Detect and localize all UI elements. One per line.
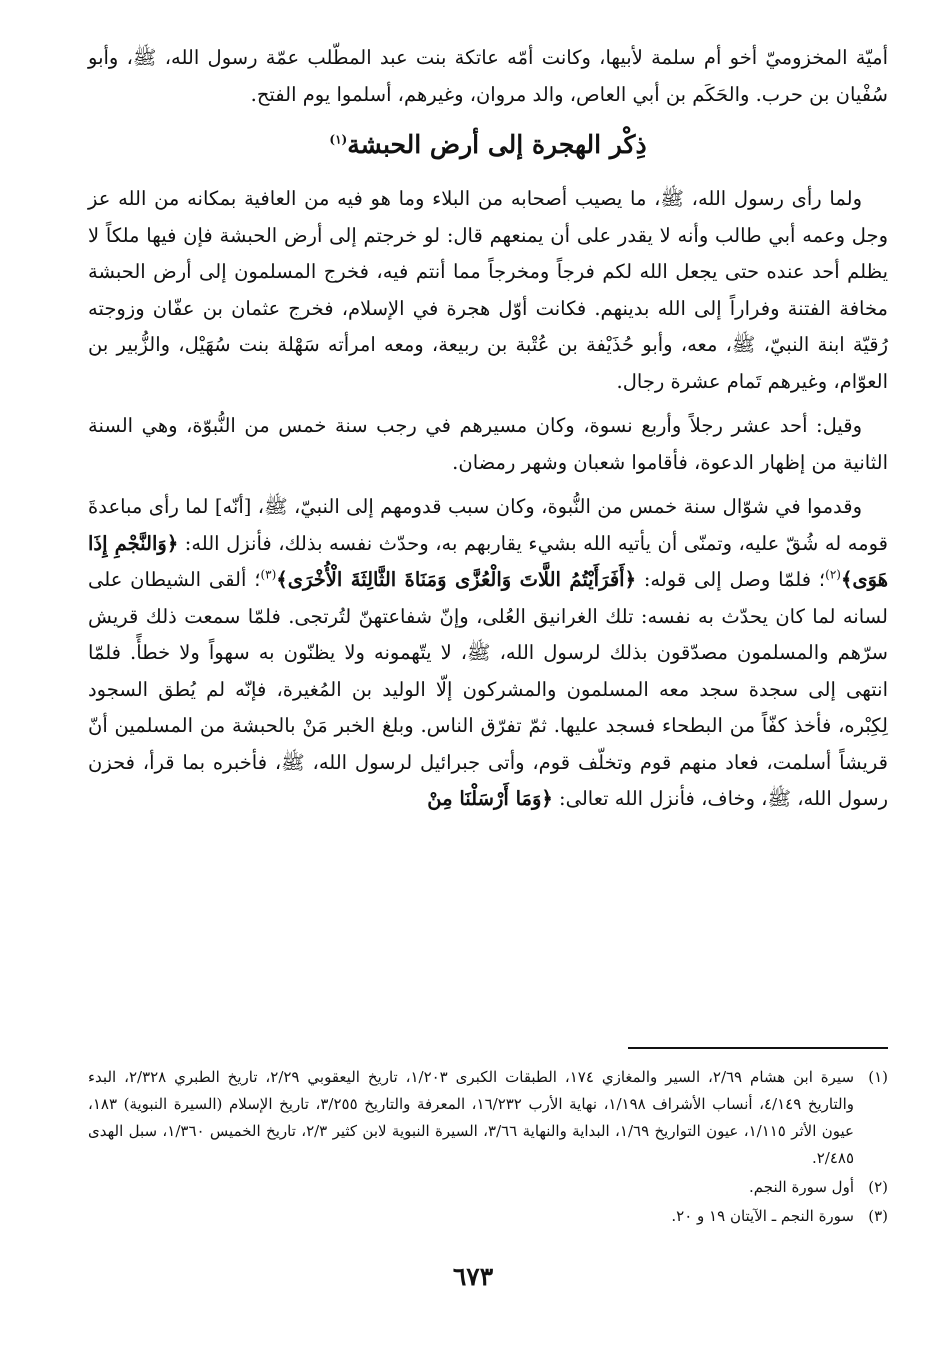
section-heading [88,123,888,167]
footnotes [88,1064,888,1232]
main-text [88,40,888,826]
quran-verse-2: ﴿أَفَرَأَيْتُمُ اللَّاتَ وَالْعُزَّى وَمَنَاةَ الثَّالِثَةَ الْأُخْرَى﴾ [276,568,637,591]
footnote-text: سيرة ابن هشام ٢/٦٩، السير والمغازي ١٧٤، الطبقات الكبرى ١/٢٠٣، تاريخ اليعقوبي ٢/٢٩، تاريخ الطبري ٢/٣٢٨، البدء والتاريخ ٤/١٤٩، أنساب الأشراف ١/١٩٨، نهاية الأرب ١٦/٢٣٢، المعرفة والتاريخ ٣/٢٥٥، تاريخ الإسلام (السيرة النبوية) ١٨٣، عيون الأثر ١/١١٥، عيون التواريخ ١/٦٩، البداية والنهاية ٣/٦٦، السيرة النبوية لابن كثير ٢/٣، تاريخ الخميس ١/٣٦٠، سبل الهدى ٢/٤٨٥. [88,1068,855,1167]
paragraph-return-part-a: وقدموا في شوّال سنة خمس من النُّبوة، وكان سبب قدومهم إلى النبيّ، ﷺ، [أنّه] لما رأى مباعدةَ قومه له شُقّ عليه، وتمنّى أن يأتيه الله بشيء يقاربهم به، وحدّث نفسه بذلك، فأنزل الله: [88,495,889,555]
quran-verse-1: ﴿وَالنَّجْمِ إِذَا هَوَى﴾ [88,531,888,591]
footnote-1 [88,1064,888,1172]
footnote-number: (١) [868,1068,888,1086]
footnote-ref-1[interactable]: (١) [329,132,348,147]
footnote-separator [628,1047,888,1049]
footnote-text: أول سورة النجم. [749,1178,854,1196]
heading-text: ذِكْر الهجرة إلى أرض الحبشة [347,130,647,159]
page-number: ٦٧٣ [452,1262,494,1291]
paragraph-alternate-account: وقيل: أحد عشر رجلاً وأربع نسوة، وكان مسيرهم في رجب سنة خمس من النُّبوّة، وهي السنة الثانية من إظهار الدعوة، فأقاموا شعبان وشهر رمضان. [88,414,888,474]
paragraph-return-part-b: ؛ فلمّا وصل إلى قوله: [636,568,826,591]
footnote-number: (٣) [868,1207,888,1225]
footnote-ref-3[interactable]: (٣) [260,567,277,582]
paragraph-continuation: أميّة المخزوميّ أخو أم سلمة لأبيها، وكانت أمّه عاتكة بنت عبد المطّلب عمّة رسول الله، ﷺ، وأبو سُفْيان بن حرب. والحَكَم بن أبي العاص، والد مروان، وغيرهم، أسلموا يوم الفتح. [88,46,888,106]
paragraph-return-part-c: ؛ ألقى الشيطان على لسانه لما كان يحدّث به نفسه: تلك الغرانيق العُلى، وإنّ شفاعتهنّ لتُرتجى. فلمّا سمعت ذلك قريش سرّهم والمسلمون مصدّقون بذلك لرسول الله، ﷺ، لا يتّهمونه ولا يظنّون به سهواً ولا خطأً. فلمّا انتهى إلى سجدة سجد معه المسلمون والمشركون إلّا الوليد بن المُغيرة، فإنّه لم يُطق السجود لِكِبْره، فأخذ كفّاً من البطحاء فسجد عليها. ثمّ تفرّق الناس. وبلغ الخبر مَنْ بالحبشة من المسلمين أنّ قريشاً أسلمت، فعاد منهم قوم وتخلّف قوم، وأتى جبرائيل لرسول الله، ﷺ، فأخبره بما قرأ، فحزن رسول الله، ﷺ، وخاف، فأنزل الله تعالى: [88,568,888,810]
quran-verse-3: ﴿وَمَا أَرْسَلْنَا مِنْ [427,787,553,810]
paragraph-migration: ولما رأى رسول الله، ﷺ، ما يصيب أصحابه من البلاء وما هو فيه من العافية بمكانه من الله عز وجل وعمه أبي طالب وأنه لا يقدر على أن يمنعهم قال: لو خرجتم إلى أرض الحبشة فإن فيها ملكاً لا يظلم أحد عنده حتى يجعل الله لكم فرجاً ومخرجاً مما أنتم فيه، فخرج المسلمون إلى أرض الحبشة مخافة الفتنة وفراراً إلى الله بدينهم. فكانت أوّل هجرة في الإسلام، فخرج عثمان بن عفّان وزوجته رُقيّة ابنة النبيّ، ﷺ، معه، وأبو حُذَيْفة بن عُتْبة بن ربيعة، ومعه امرأته سَهْلة بنت سُهَيْل، والزُّبير بن العوّام، وغيرهم تَمام عشرة رجال. [88,187,888,393]
footnote-ref-2[interactable]: (٢) [825,567,841,582]
footnote-2 [88,1174,888,1201]
footnote-text: سورة النجم ـ الآيتان ١٩ و ٢٠. [671,1207,854,1225]
paragraph-return [88,489,888,818]
footnote-3 [88,1203,888,1230]
footnote-number: (٢) [868,1178,888,1196]
